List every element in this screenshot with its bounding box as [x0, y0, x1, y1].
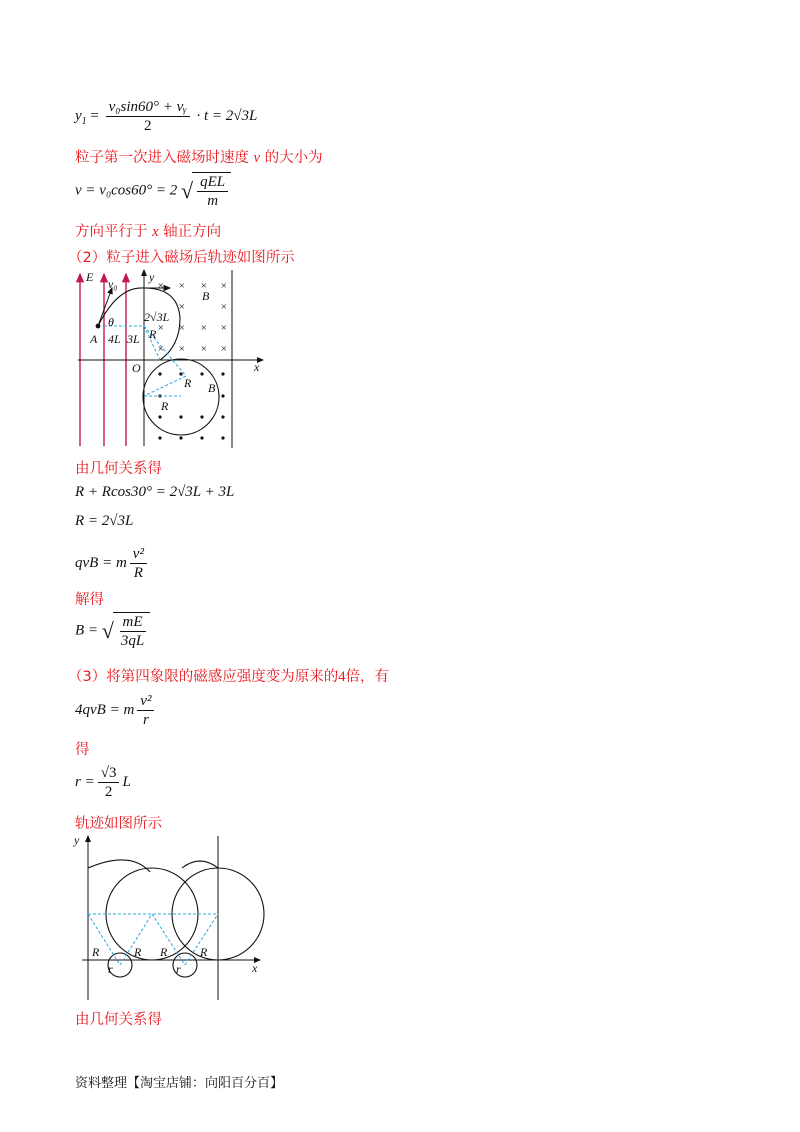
equation-v: v = v₀cos60° = 2 √ $\frac{\text{qEL}}{m}$ — [75, 172, 231, 210]
label-r-4: R — [200, 945, 208, 959]
text-trajectory: 轨迹如图所示 — [75, 816, 162, 832]
label-small-r-2: r — [176, 962, 181, 976]
svg-text:×: × — [220, 301, 228, 313]
label-y: y — [74, 833, 80, 847]
svg-text:×: × — [200, 322, 208, 334]
text-velocity-intro: 粒子第一次进入磁场时速度 v 的大小为 — [75, 150, 323, 166]
label-o: O — [132, 361, 141, 375]
svg-text:×: × — [178, 322, 186, 334]
svg-text:×: × — [178, 280, 186, 292]
svg-text:×: × — [200, 343, 208, 355]
construction-lines — [88, 914, 218, 965]
page-footer: 资料整理【淘宝店铺：向阳百分百】 — [75, 1076, 284, 1091]
svg-text:×: × — [220, 322, 228, 334]
label-e: E — [86, 270, 94, 284]
text-part3: （3）将第四象限的磁感应强度变为原来的4倍，有 — [68, 669, 389, 685]
svg-text:×: × — [157, 280, 165, 292]
svg-text:×: × — [157, 322, 165, 334]
equation-y1: $y_1$ = $\frac{\text{v₀sin60° + vᵧ}}{2}$ · t = 2√3L — [75, 99, 258, 134]
label-r3: R — [161, 399, 169, 413]
equation-lorentz: qvB = m $\frac{\text{v²}}{R}$ — [75, 545, 150, 582]
equation-geometry: R + Rcos30° = 2√3L + 3L — [75, 484, 235, 500]
equation-lorentz-4: 4qvB = m $\frac{\text{v²}}{r}$ — [75, 692, 157, 729]
label-v0: v₀ — [108, 277, 118, 291]
text-geometry: 由几何关系得 — [75, 461, 162, 477]
label-3l: 3L — [127, 332, 140, 346]
label-theta: θ — [108, 315, 114, 329]
text-solve: 解得 — [75, 592, 104, 608]
text-geometry-2: 由几何关系得 — [75, 1012, 162, 1028]
label-a: A — [90, 332, 98, 346]
label-r-2: R — [134, 945, 142, 959]
label-4l: 4L — [108, 332, 121, 346]
label-b-bottom: B — [208, 381, 216, 395]
label-x: x — [254, 360, 260, 374]
trajectory-curves — [88, 860, 264, 977]
label-small-r-1: r — [108, 962, 113, 976]
equation-small-r: r = $\frac{√3}{2}$ L — [75, 765, 131, 800]
svg-text:×: × — [200, 280, 208, 292]
text-get: 得 — [75, 742, 90, 758]
label-b-top: B — [202, 289, 210, 303]
label-r-1: R — [92, 945, 100, 959]
label-r1: R — [149, 327, 157, 341]
svg-text:×: × — [220, 280, 228, 292]
label-r-3: R — [160, 945, 168, 959]
label-y: y — [149, 270, 155, 284]
label-r2: R — [184, 376, 192, 390]
equation-b: B = √ $\frac{mE}{3qL}$ — [75, 612, 150, 650]
svg-text:×: × — [178, 343, 186, 355]
label-2sqrt3l: 2√3L — [144, 310, 170, 324]
equation-r: R = 2√3L — [75, 513, 134, 529]
svg-text:×: × — [178, 301, 186, 313]
figure-trajectory-1 — [68, 266, 268, 448]
point-a — [96, 324, 101, 329]
text-direction: 方向平行于 x 轴正方向 — [75, 224, 222, 240]
label-x: x — [252, 961, 258, 975]
svg-text:×: × — [157, 343, 165, 355]
figure-trajectory-2 — [70, 832, 270, 1000]
svg-text:×: × — [220, 343, 228, 355]
text-part2: （2）粒子进入磁场后轨迹如图所示 — [68, 250, 295, 266]
